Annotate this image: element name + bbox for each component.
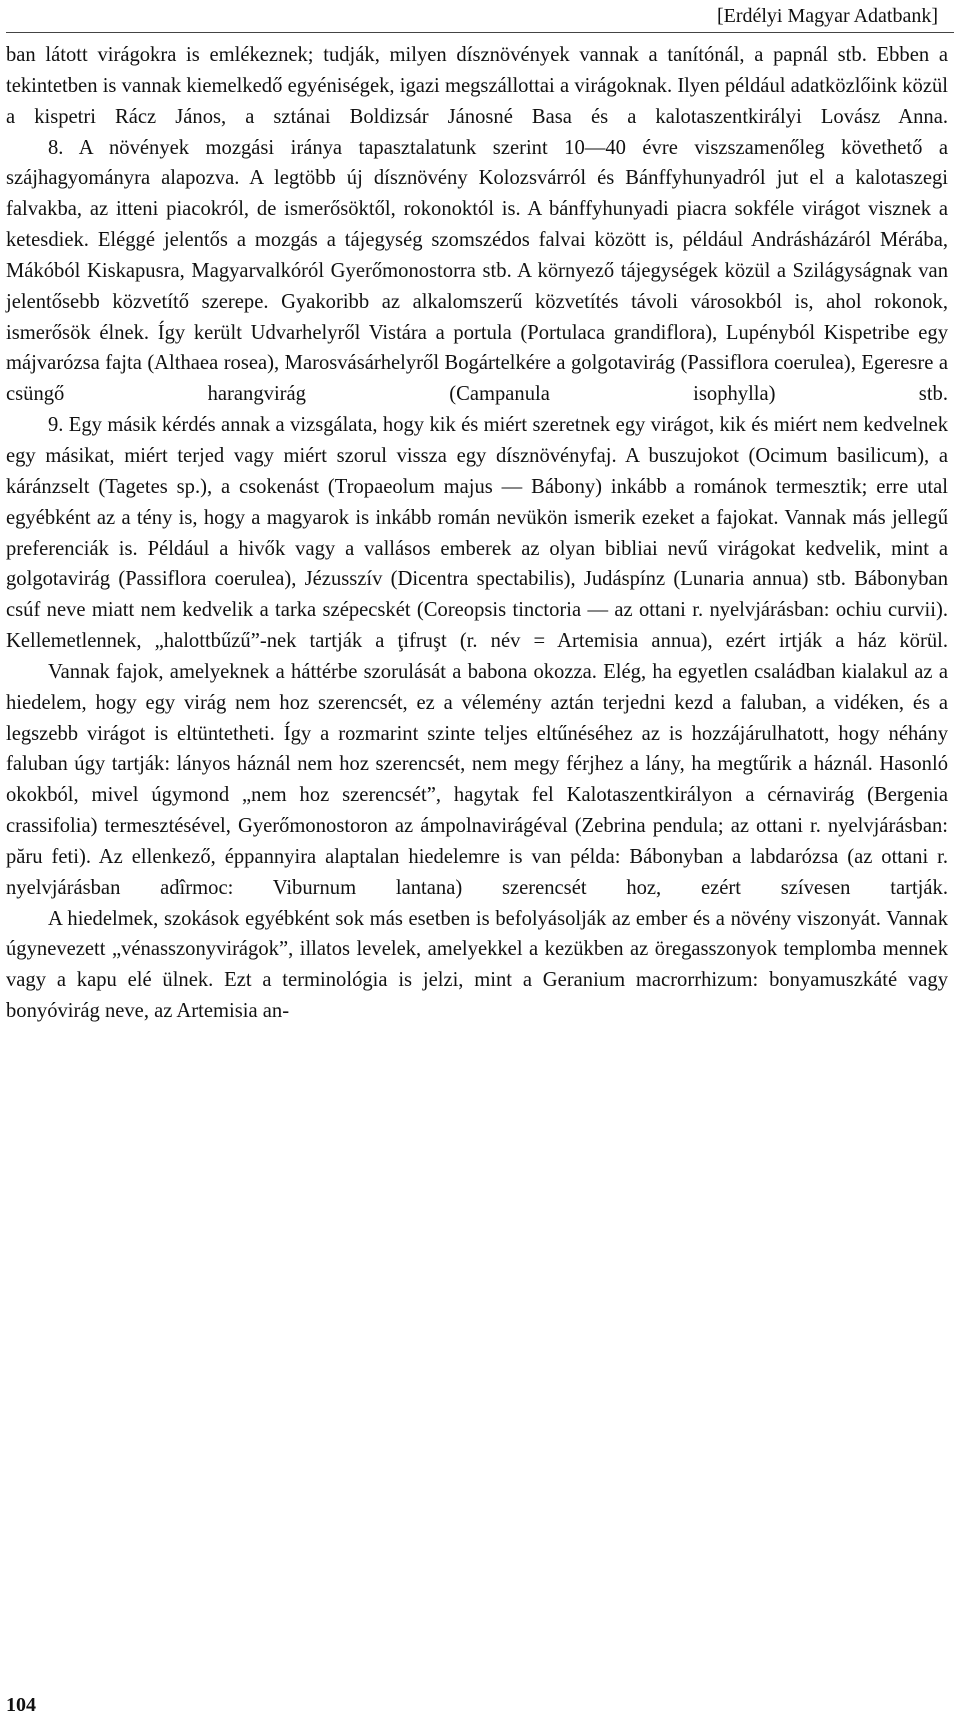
paragraph-intro: ban látott virágokra is emlékeznek; tudják, milyen dísznövények vannak a tanítónál, a papnál stb. Ebben a tekintetben is vannak kiemelkedő egyéniségek, igazi megszállottai a virágoknak. Ilyen például adatközlőink közül a kispetri Rácz János, a sztánai Boldizsár Jánosné Basa és a kalotaszentkirályi Lovász Anna. [6,44,948,128]
paragraph-beliefs: A hiedelmek, szokások egyébként sok más esetben is befolyásolják az ember és a növény viszonyát. Vannak úgynevezett „vénasszonyvirágok”, illatos levelek, amelyekkel a kezükben az öregasszonyok templomba mennek vagy a kapu elé ülnek. Ezt a terminológia is jelzi, mint a Geranium macrorrhizum: bonyamuszkáté vagy bonyóvirág neve, az Artemisia an- [6,907,948,1023]
page-body [6,40,948,1027]
page-number: 104 [6,1694,36,1716]
paragraph-9: 9. Egy másik kérdés annak a vizsgálata, hogy kik és miért szeretnek egy virágot, kik és miért nem kedvelnek egy másikat, miért terjed vagy miért szorul vissza egy dísznövényfaj. A buszujokot (Ocimum basilicum), a káránzselt (Tagetes sp.), a csokenást (Tropaeolum majus — Bábony) inkább a románok termesztik; erre utal egyébként az a tény is, hogy a magyarok is inkább román nevükön ismerik ezeket a fajokat. Vannak más jellegű preferenciák is. Például a hivők vagy a vallásos emberek az olyan bibliai nevű virágokat kedvelik, mint a golgotavirág (Passiflora coerulea), Jézusszív (Dicentra spectabilis), Judáspínz (Lunaria annua) stb. Bábonyban csúf neve miatt nem kedvelik a tarka szépecskét (Coreopsis tinctoria — az ottani r. nyelvjárásban: ochiu curvii). Kellemetlennek, „halottbűzű”-nek tartják a ţifruşt (r. név = Artemisia annua), ezért irtják a ház körül. [6,414,948,653]
header-rule [6,32,954,33]
paragraph-superstition: Vannak fajok, amelyeknek a háttérbe szorulását a babona okozza. Elég, ha egyetlen családban kialakul az a hiedelem, hogy egy virág nem hoz szerencsét, ez a vélemény aztán terjedni kezd a faluban, a vidéken, és a legszebb virágot is eltüntetheti. Így a rozmarint szinte teljes eltűnéséhez az is hozzájárulhatott, hogy néhány faluban úgy tartják: lányos háznál nem hoz szerencsét, nem megy férjhez a lány, ha megtűrik a háznál. Hasonló okokból, mivel úgymond „nem hoz szerencsét”, hagytak fel Kalotaszentkirályon a cérnavirág (Bergenia crassifolia) termesztésével, Gyerőmonostoron az ámpolnavirágéval (Zebrina pendula; az ottani r. nyelvjárásban: păru feti). Az ellenkező, éppannyira alaptalan hiedelemre is van példa: Bábonyban a labdarózsa (az ottani r. nyelvjárásban adîrmoc: Viburnum lantana) szerencsét hoz, ezért szívesen tartják. [6,660,948,899]
running-header: [Erdélyi Magyar Adatbank] [716,5,938,27]
paragraph-8: 8. A növények mozgási iránya tapasztalatunk szerint 10—40 évre viszszamenőleg követhető a szájhagyományra alapozva. A legtöbb új dísznövény Kolozsvárról és Bánffyhunyadról jut el a kalotaszegi falvakba, az itteni piacokról, de ismerősöktől, rokonoktól is. A bánffyhunyadi piacra sokféle virágot visznek a ketesdiek. Eléggé jelentős a mozgás a tájegység szomszédos falvai között is, például Andrásházáról Mérába, Mákóból Kiskapusra, Magyarvalkóról Gyerőmonostorra stb. A környező tájegységek közül a Szilágyságnak van jelentősebb közvetítő szerepe. Gyakoribb az alkalomszerű közvetítés távoli városokból is, ahol rokonok, ismerősök élnek. Így került Udvarhelyről Vistára a portula (Portulaca grandiflora), Lupényból Kispetribe egy májvarózsa fajta (Althaea rosea), Marosvásárhelyről Bogártelkére a golgotavirág (Passiflora coerulea), Egeresre a csüngő harangvirág (Campanula isophylla) stb. [6,136,948,406]
